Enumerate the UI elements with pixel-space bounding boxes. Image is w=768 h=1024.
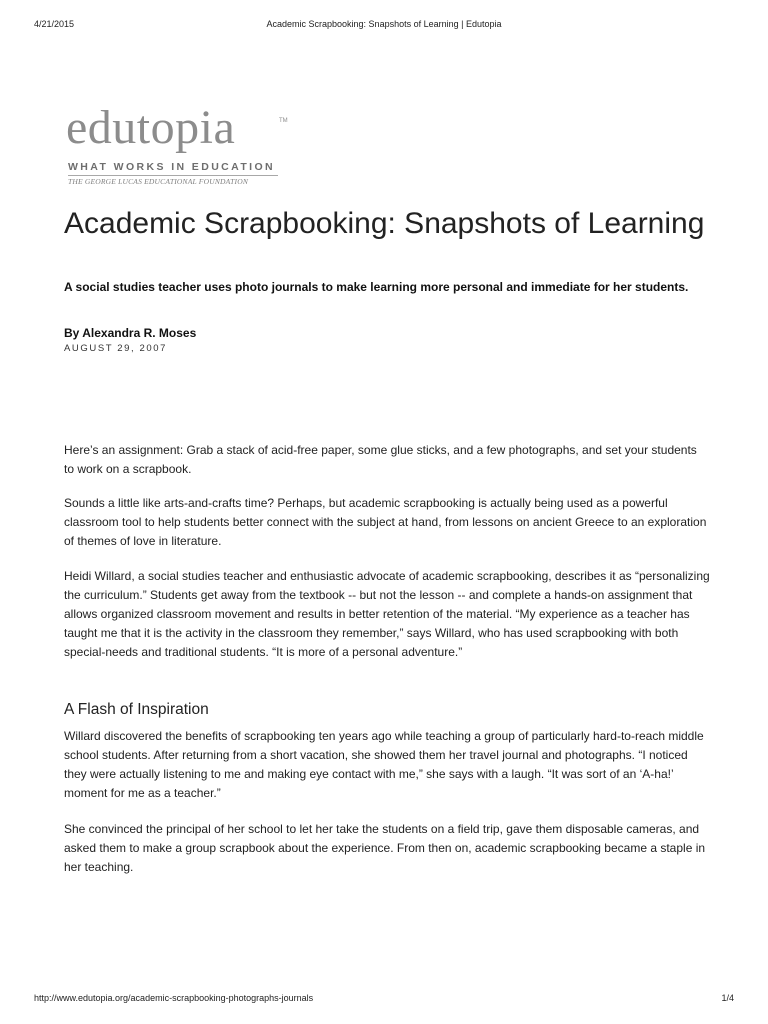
print-page-title: Academic Scrapbooking: Snapshots of Learning | Edutopia bbox=[266, 19, 502, 29]
article-dek: A social studies teacher uses photo journals to make learning more personal and immediate for her students. bbox=[64, 280, 689, 294]
print-footer bbox=[0, 993, 768, 1005]
print-url[interactable]: http://www.edutopia.org/academic-scrapbooking-photographs-journals bbox=[34, 993, 314, 1003]
article-paragraph: Willard discovered the benefits of scrapbooking ten years ago while teaching a group of particularly hard-to-reach middle school students. After returning from a short vacation, she showed them her travel journal and photographs. “I noticed they were actually listening to me and making eye contact with me,” she says with a laugh. “It was sort of an ‘A-ha!’ moment for me as a teacher.” bbox=[64, 729, 704, 800]
article-date: AUGUST 29, 2007 bbox=[64, 343, 168, 354]
article-paragraph: She convinced the principal of her school to let her take the students on a field trip, gave them disposable cameras, and asked them to make a group scrapbook about the experience. From then on, academic scrapbooking became a staple in her teaching. bbox=[64, 822, 706, 874]
logo-divider bbox=[68, 175, 278, 176]
logo-wordmark: edutopia bbox=[66, 101, 236, 154]
article-paragraph: Sounds a little like arts-and-crafts time? Perhaps, but academic scrapbooking is actually being used as a powerful classroom tool to help students better connect with the subject at hand, from lessons on ancient Greece to an exploration of themes of love in literature. bbox=[64, 496, 707, 548]
print-header bbox=[0, 19, 768, 31]
article-title: Academic Scrapbooking: Snapshots of Learning bbox=[64, 207, 705, 240]
article-paragraph: Heidi Willard, a social studies teacher and enthusiastic advocate of academic scrapbooking, describes it as “personalizing the curriculum.” Students get away from the textbook -- but not the lesson -- and complete a hands-on assignment that allows organized classroom movement and results in better retention of the material. “My experience as a teacher has taught me that it is the activity in the classroom they remember,” says Willard, who has used scrapbooking with both special-needs and traditional students. “It is more of a personal adventure.” bbox=[64, 569, 710, 659]
article-paragraph: Here’s an assignment: Grab a stack of acid-free paper, some glue sticks, and a few photographs, and set your students to work on a scrapbook. bbox=[64, 443, 697, 476]
logo-tagline: WHAT WORKS IN EDUCATION bbox=[68, 161, 276, 173]
edutopia-logo[interactable] bbox=[66, 100, 306, 190]
article-byline[interactable]: By Alexandra R. Moses bbox=[64, 326, 197, 340]
section-heading: A Flash of Inspiration bbox=[64, 701, 209, 718]
logo-trademark: TM bbox=[279, 118, 288, 124]
logo-foundation: THE GEORGE LUCAS EDUCATIONAL FOUNDATION bbox=[68, 177, 249, 186]
print-page-number: 1/4 bbox=[721, 993, 734, 1003]
print-date: 4/21/2015 bbox=[34, 19, 75, 29]
